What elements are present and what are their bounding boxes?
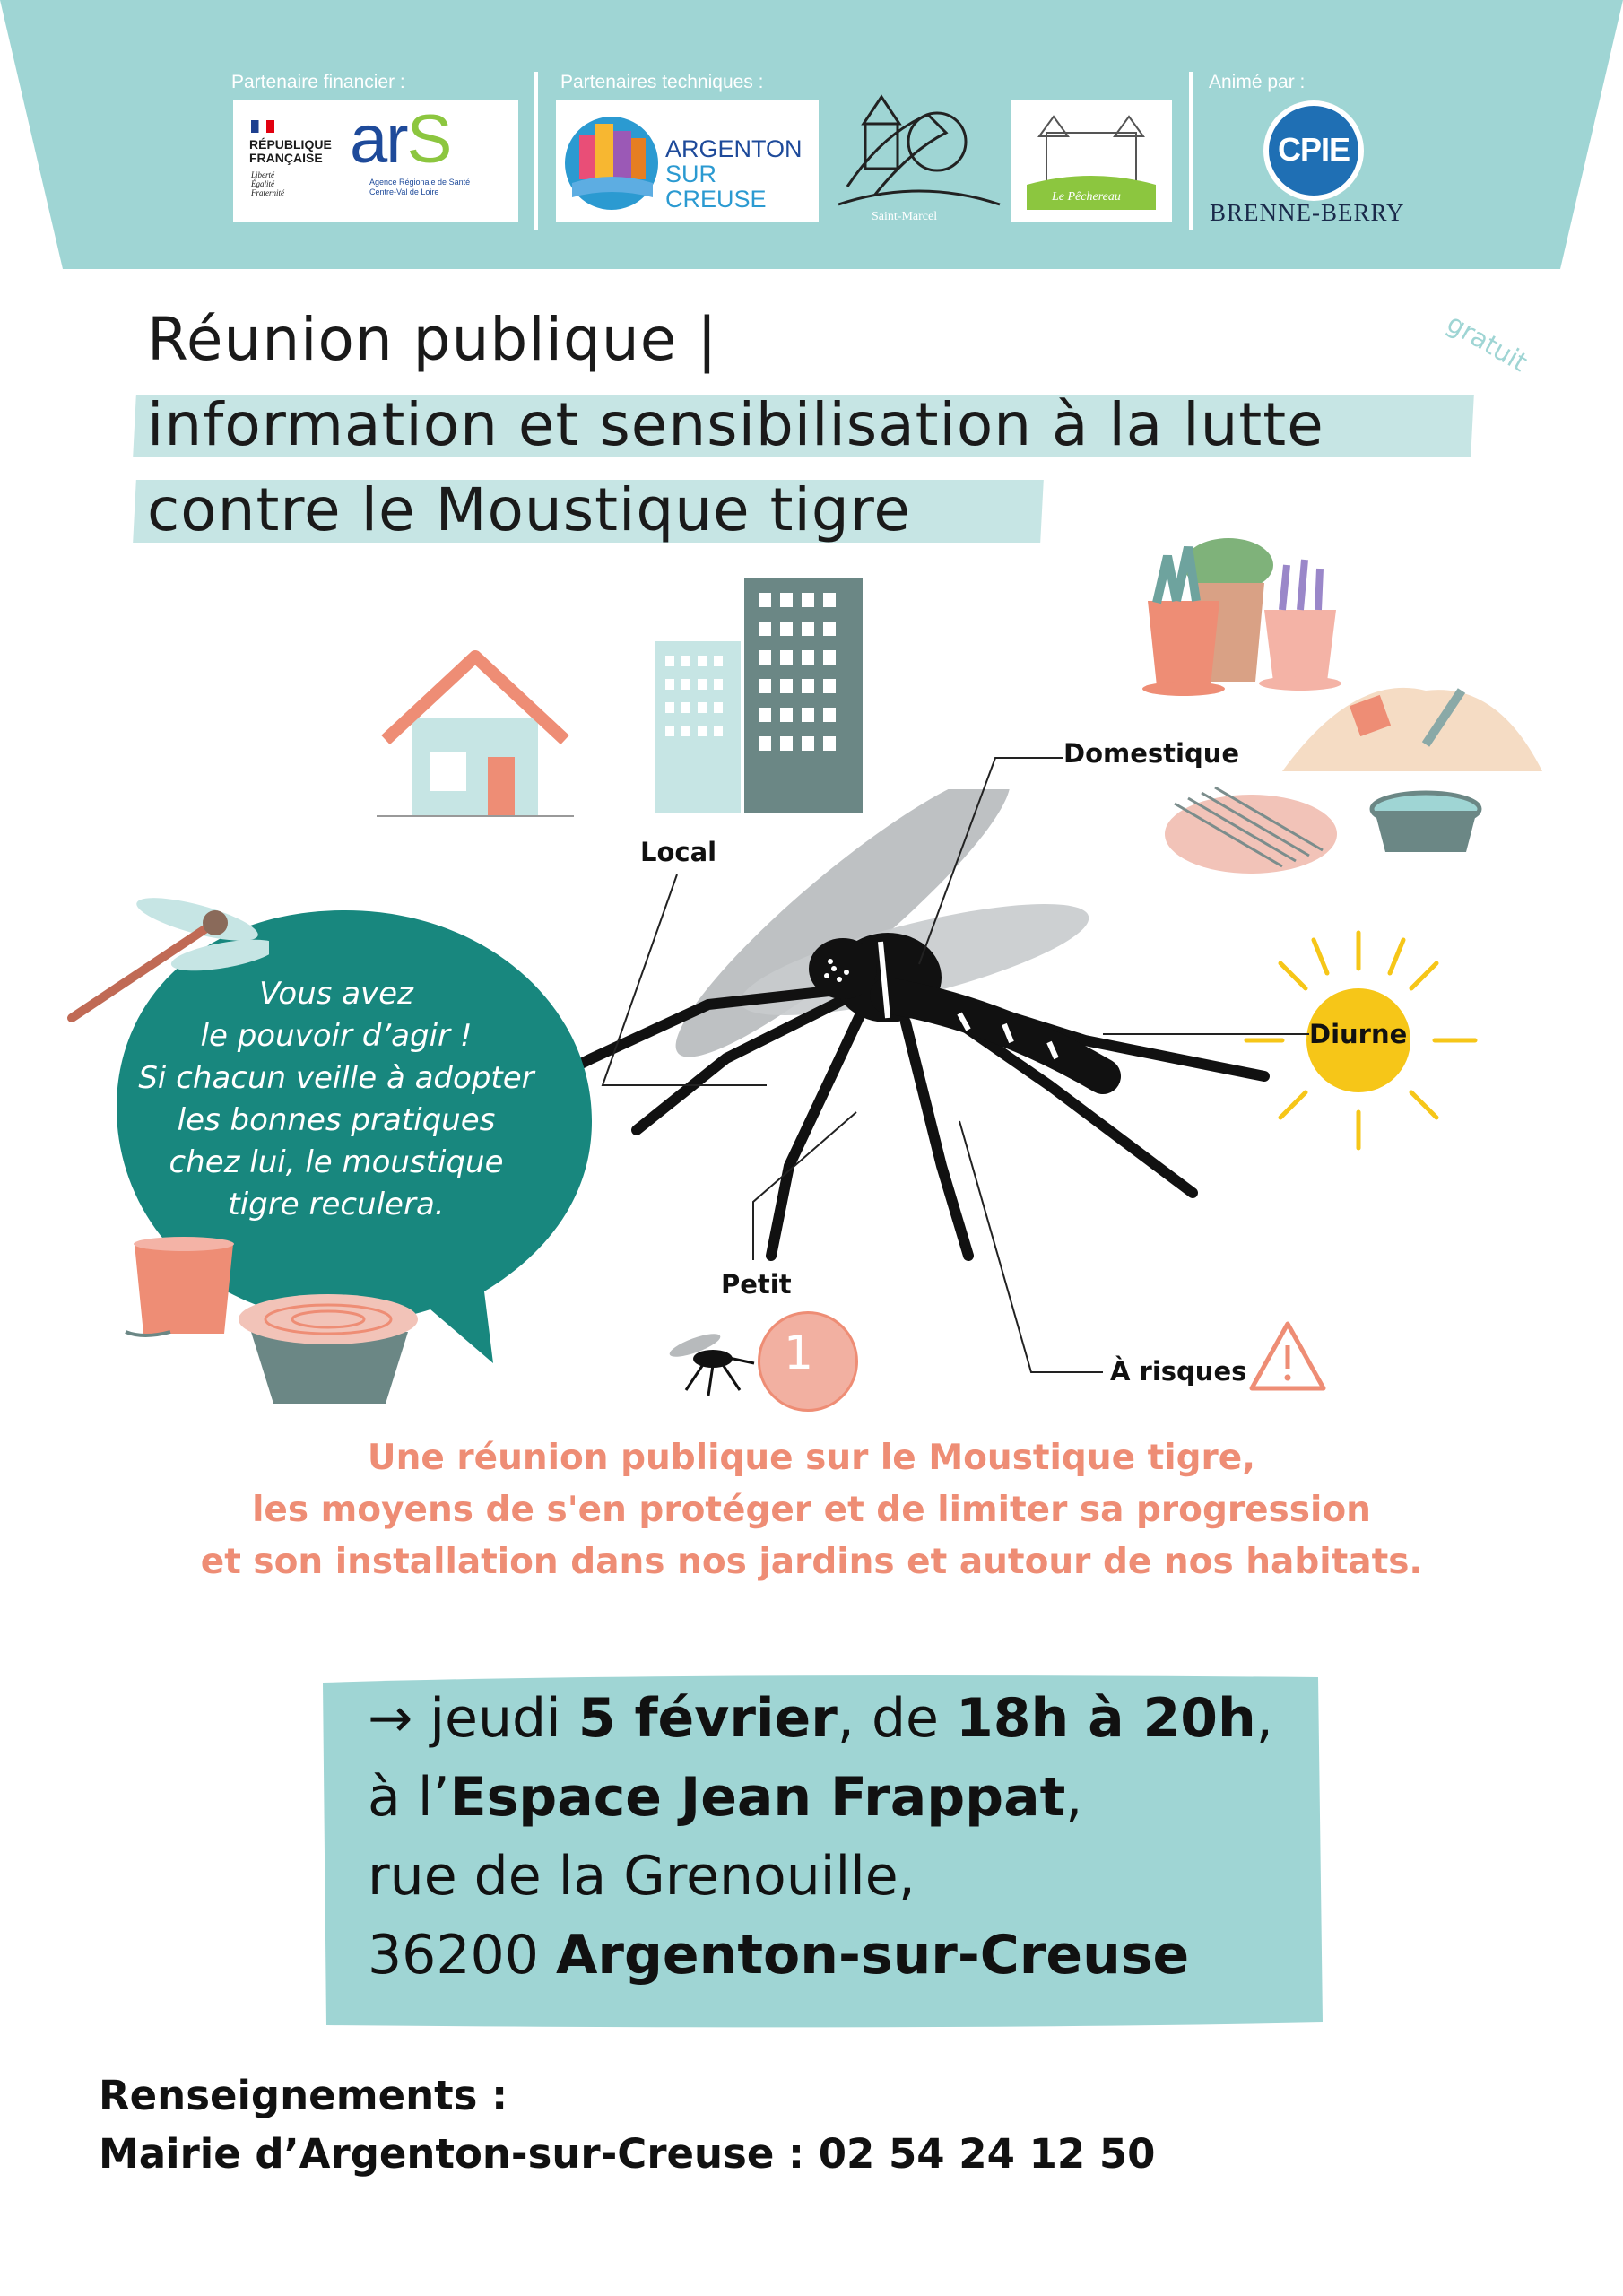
saint-marcel-label: Saint-Marcel: [872, 210, 938, 223]
ars-subtitle: Agence Régionale de Santé Centre-Val de Loire: [369, 178, 471, 196]
contact-heading: Renseignements :: [99, 2072, 508, 2119]
event-venue: à l’Espace Jean Frappat,: [368, 1766, 1083, 1829]
warning-icon: [1246, 1318, 1329, 1394]
label-petit: Petit: [721, 1269, 792, 1300]
bubble-text: Vous avez le pouvoir d’agir ! Si chacun veille à adopter les bonnes pratiques chez lui, le moustique tigre reculera.: [138, 976, 534, 1222]
brenne-berry-label: BRENNE-BERRY: [1210, 199, 1405, 226]
event-city: 36200 Argenton-sur-Creuse: [368, 1924, 1190, 1987]
argenton-logo: [556, 100, 819, 222]
buildings-icon: [619, 578, 865, 816]
house-icon: [377, 646, 574, 825]
title-line-1: Réunion publique |: [147, 305, 718, 374]
technical-partners-label: Partenaires techniques :: [560, 72, 764, 92]
rf-motto: Liberté Égalité Fraternité: [251, 170, 284, 197]
label-local: Local: [640, 837, 717, 867]
title-line-3: contre le Moustique tigre: [147, 475, 912, 544]
event-date-time: → jeudi 5 février, de 18h à 20h,: [368, 1687, 1273, 1750]
small-mosquito-icon: [659, 1318, 758, 1399]
cpie-logo: [1263, 100, 1364, 201]
label-diurne: Diurne: [1309, 1019, 1408, 1049]
label-a-risques: À risques: [1110, 1356, 1247, 1387]
town-illustration-icon: [563, 108, 660, 215]
rf-title: RÉPUBLIQUE FRANÇAISE: [249, 137, 332, 165]
intro-paragraph: Une réunion publique sur le Moustique tigre, les moyens de s'en protéger et de limiter sa progression et son installation dans nos jardins et autour de nos habitats.: [200, 1438, 1423, 1582]
contact-phone: Mairie d’Argenton-sur-Creuse : 02 54 24 12 50: [99, 2130, 1156, 2178]
free-tag: gratuit: [1442, 307, 1533, 378]
event-street: rue de la Grenouille,: [368, 1845, 916, 1908]
pechereau-label: Le Pêchereau: [1052, 190, 1121, 204]
coin-value: 1: [784, 1326, 814, 1380]
label-domestique: Domestique: [1063, 738, 1240, 769]
header-separator: [534, 72, 538, 230]
ars-wordmark: arS: [350, 101, 451, 178]
title-line-2: information et sensibilisation à la lutte: [147, 390, 1324, 459]
event-details: [368, 1679, 1273, 1995]
financial-partner-label: Partenaire financier :: [231, 72, 405, 92]
animated-by-label: Animé par :: [1209, 72, 1306, 92]
flag-icon: [251, 120, 274, 133]
coin-icon: [758, 1311, 858, 1412]
argenton-wordmark: ARGENTON SUR CREUSE: [665, 135, 803, 213]
saint-marcel-logo: [829, 79, 1009, 227]
sandbox-icon: [1273, 655, 1551, 780]
dragonfly-icon: [54, 883, 269, 1036]
pechereau-logo: [1011, 100, 1172, 222]
header-separator: [1189, 72, 1193, 230]
water-bowl-icon: [1367, 789, 1484, 861]
ars-logo: [233, 100, 518, 222]
cpie-wordmark: CPIE: [1277, 131, 1350, 168]
bucket-saucer-icon: [117, 1233, 421, 1413]
